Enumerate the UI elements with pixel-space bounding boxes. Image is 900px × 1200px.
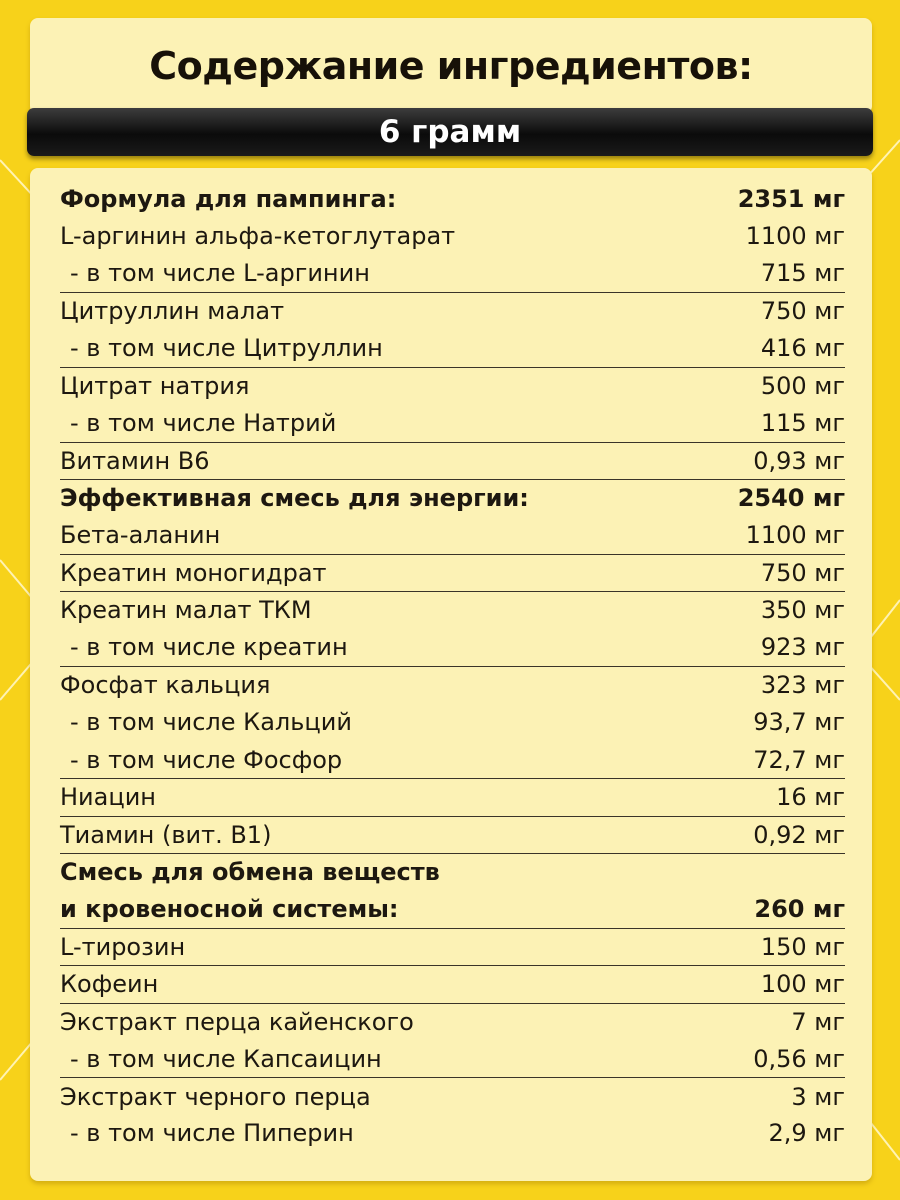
- ingredient-amount: 2351 мг: [737, 184, 845, 213]
- ingredient-row: [60, 217, 845, 254]
- ingredient-amount: 7 мг: [791, 1007, 845, 1036]
- ingredient-amount: 3 мг: [791, 1082, 845, 1111]
- ingredient-amount: 0,56 мг: [753, 1044, 845, 1073]
- ingredient-row: [60, 928, 845, 965]
- ingredient-row: [60, 330, 845, 367]
- ingredient-row: [60, 591, 845, 628]
- ingredient-name: Смесь для обмена веществ: [60, 858, 440, 887]
- ingredient-amount: 323 мг: [760, 671, 845, 700]
- ingredient-row: [60, 965, 845, 1002]
- ingredient-name: L-аргинин альфа-кетоглутарат: [60, 222, 456, 251]
- ingredient-name: Бета-аланин: [60, 521, 221, 550]
- ingredient-row: [60, 853, 845, 890]
- ingredient-amount: 115 мг: [760, 409, 845, 438]
- ingredient-row: [60, 1003, 845, 1040]
- title-panel: [30, 18, 872, 114]
- ingredient-name: - в том числе Кальций: [70, 708, 352, 737]
- ingredient-row: [60, 1115, 845, 1152]
- ingredient-name: Тиамин (вит. В1): [60, 820, 272, 849]
- ingredient-name: и кровеносной системы:: [60, 895, 399, 924]
- serving-size-bar: [27, 108, 873, 156]
- ingredient-amount: 72,7 мг: [753, 745, 845, 774]
- ingredient-row: [60, 554, 845, 591]
- ingredient-amount: 923 мг: [760, 633, 845, 662]
- ingredient-amount: 416 мг: [760, 334, 845, 363]
- ingredient-name: Экстракт черного перца: [60, 1082, 371, 1111]
- ingredient-amount: 0,92 мг: [753, 820, 845, 849]
- ingredients-rows: [60, 180, 845, 1152]
- ingredient-name: - в том числе Капсаицин: [70, 1044, 382, 1073]
- ingredient-amount: 93,7 мг: [753, 708, 845, 737]
- ingredient-amount: 16 мг: [776, 783, 845, 812]
- ingredient-name: Фосфат кальция: [60, 671, 271, 700]
- ingredient-row: [60, 629, 845, 666]
- ingredient-amount: 750 мг: [760, 297, 845, 326]
- ingredient-amount: 1100 мг: [745, 521, 845, 550]
- ingredient-row: [60, 517, 845, 554]
- ingredient-row: [60, 1040, 845, 1077]
- ingredient-amount: 750 мг: [760, 559, 845, 588]
- ingredient-row: [60, 442, 845, 479]
- ingredient-name: Цитрат натрия: [60, 372, 250, 401]
- ingredient-amount: 500 мг: [760, 372, 845, 401]
- ingredient-row: [60, 367, 845, 404]
- ingredient-name: Ниацин: [60, 783, 156, 812]
- ingredient-amount: 2,9 мг: [768, 1119, 845, 1148]
- ingredient-row: [60, 741, 845, 778]
- ingredient-amount: 2540 мг: [737, 484, 845, 513]
- ingredient-row: [60, 703, 845, 740]
- ingredient-name: Витамин В6: [60, 446, 210, 475]
- ingredient-amount: 100 мг: [760, 970, 845, 999]
- ingredient-row: [60, 816, 845, 853]
- ingredient-name: - в том числе Цитруллин: [70, 334, 383, 363]
- ingredient-name: Экстракт перца кайенского: [60, 1007, 414, 1036]
- ingredient-amount: 350 мг: [760, 596, 845, 625]
- ingredient-name: L-тирозин: [60, 933, 186, 961]
- ingredient-row: [60, 180, 845, 217]
- ingredient-row: [60, 404, 845, 441]
- ingredient-row: [60, 890, 845, 927]
- ingredient-amount: 715 мг: [760, 259, 845, 288]
- ingredient-name: Кофеин: [60, 970, 159, 999]
- ingredient-name: - в том числе Пиперин: [70, 1119, 354, 1148]
- ingredient-row: [60, 292, 845, 329]
- ingredient-name: Креатин малат ТКМ: [60, 596, 312, 625]
- ingredient-row: [60, 666, 845, 703]
- ingredient-name: - в том числе Фосфор: [70, 745, 343, 774]
- ingredient-row: [60, 255, 845, 292]
- ingredient-amount: 150 мг: [760, 933, 845, 961]
- ingredient-amount: 260 мг: [754, 895, 845, 924]
- ingredient-row: [60, 479, 845, 516]
- ingredient-amount: 0,93 мг: [753, 446, 845, 475]
- ingredient-name: - в том числе Натрий: [70, 409, 337, 438]
- ingredient-name: Креатин моногидрат: [60, 559, 327, 588]
- ingredients-table: [30, 168, 872, 1181]
- ingredient-name: Эффективная смесь для энергии:: [60, 484, 529, 513]
- ingredient-name: Формула для пампинга:: [60, 184, 397, 213]
- page-title: Содержание ингредиентов:: [149, 44, 753, 88]
- ingredient-name: - в том числе L-аргинин: [70, 259, 370, 288]
- ingredient-name: - в том числе креатин: [70, 633, 348, 662]
- ingredient-amount: 1100 мг: [745, 222, 845, 251]
- ingredient-row: [60, 1077, 845, 1114]
- ingredient-name: Цитруллин малат: [60, 297, 285, 326]
- ingredient-row: [60, 778, 845, 815]
- serving-size: 6 грамм: [378, 114, 522, 150]
